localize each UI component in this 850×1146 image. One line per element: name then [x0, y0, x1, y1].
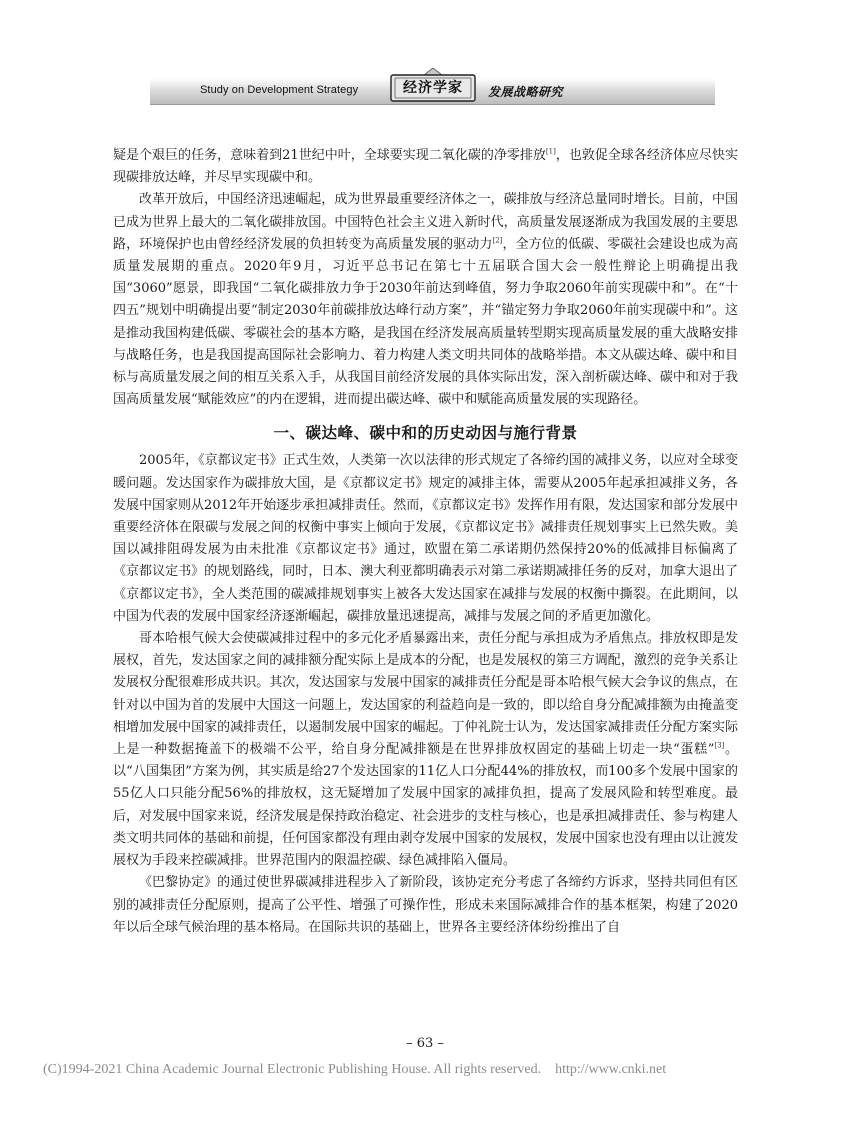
cnki-url: http://www.cnki.net	[555, 1062, 667, 1077]
paragraph: 疑是个艰巨的任务，意味着到21世纪中叶，全球要实现二氧化碳的净零排放[1]，也敦促全球各经济体应尽快实现碳排放达峰，并尽早实现碳中和。	[113, 147, 738, 186]
copyright-text: (C)1994-2021 China Academic Journal Electronic Publishing House. All rights reserved.	[43, 1062, 542, 1077]
citation-ref: [1]	[545, 147, 556, 156]
copyright-footer	[43, 1062, 666, 1078]
paragraph: 哥本哈根气候大会使碳减排过程中的多元化矛盾暴露出来，责任分配与承担成为矛盾焦点。排放权即是发展权，首先，发达国家之间的减排额分配实际上是成本的分配，也是发展权的第三方调配，激烈的竞争关系让发展权分配很难形成共识。其次，发达国家与发展中国家的减排责任分配是哥本哈根气候大会争议的焦点，在针对以中国为首的发展中大国这一问题上，发达国家的利益趋向是一致的，即以给自身分配减排额为由掩盖变相增加发展中国家的减排责任，以遏制发展中国家的崛起。丁仲礼院士认为，发达国家减排责任分配方案实际上是一种数据掩盖下的极端不公平，给自身分配减排额是在世界排放权固定的基础上切走一块“蛋糕”[3]。以“八国集团”方案为例，其实质是给27个发达国家的11亿人口分配44%的排放权，而100多个发展中国家的55亿人口只能分配56%的排放权，这无疑增加了发展中国家的减排负担，提高了发展风险和转型难度。最后，对发展中国家来说，经济发展是保持政治稳定、社会进步的支柱与核心，也是承担减排责任、参与构建人类文明共同体的基础和前提，任何国家都没有理由剥夺发展中国家的发展权，发展中国家也没有理由以让渡发展权为手段来控碳减排。世界范围内的限温控碳、绿色减排陷入僵局。	[113, 631, 738, 869]
paragraph: 改革开放后，中国经济迅速崛起，成为世界最重要经济体之一，碳排放与经济总量同时增长。目前，中国已成为世界上最大的二氧化碳排放国。中国特色社会主义进入新时代，高质量发展逐渐成为我国发展的主要思路，环境保护也由曾经经济发展的负担转变为高质量发展的驱动力[2]，全方位的低碳、零碳社会建设也成为高质量发展期的重点。2020年9月，习近平总书记在第七十五届联合国大会一般性辩论上明确提出我国“3060”愿景，即我国“二氧化碳排放力争于2030年前达到峰值，努力争取2060年前实现碳中和”。在“十四五”规划中明确提出要“制定2030年前碳排放达峰行动方案”，并“锚定努力争取2060年前实现碳中和”。这是推动我国构建低碳、零碳社会的基本方略，是我国在经济发展高质量转型期实现高质量发展的重大战略安排与战略任务，也是我国提高国际社会影响力、着力构建人类文明共同体的战略举措。本文从碳达峰、碳中和目标与高质量发展之间的相互关系入手，从我国目前经济发展的具体实际出发，深入剖析碳达峰、碳中和对于我国高质量发展“赋能效应”的内在逻辑，进而提出碳达峰、碳中和赋能高质量发展的实现路径。	[113, 192, 738, 408]
column-title: 发展战略研究	[488, 85, 564, 99]
citation-ref: [2]	[492, 236, 503, 245]
article-body	[113, 145, 738, 939]
journal-logo-text: 经济学家	[403, 80, 463, 96]
citation-ref: [3]	[714, 741, 725, 750]
paragraph: 《巴黎协定》的通过使世界碳减排进程步入了新阶段，该协定充分考虑了各缔约方诉求，坚持共同但有区别的减排责任分配原则，提高了公平性、增强了可操作性，形成未来国际减排合作的基本框架，构建了2020年以后全球气候治理的基本格局。在国际共识的基础上，世界各主要经济体纷纷推出了自	[113, 875, 738, 935]
paragraph: 2005年，《京都议定书》正式生效，人类第一次以法律的形式规定了各缔约国的减排义务，以应对全球变暖问题。发达国家作为碳排放大国，是《京都议定书》规定的减排主体，需要从2005年起承担减排义务，各发展中国家则从2012年开始逐步承担减排责任。然而，《京都议定书》发挥作用有限，发达国家和部分发展中重要经济体在限碳与发展之间的权衡中事实上倾向于发展，《京都议定书》减排责任规划事实上已然失败。美国以减排阻碍发展为由未批准《京都议定书》通过，欧盟在第二承诺期仍然保持20%的低减排目标偏离了《京都议定书》的规划路线，同时，日本、澳大利亚都明确表示对第二承诺期减排任务的反对，加拿大退出了《京都议定书》，全人类范围的碳减排规划事实上被各大发达国家在减排与发展的权衡中撕裂。在此期间，以中国为代表的发展中国家经济逐渐崛起，碳排放量迅速提高，减排与发展之间的矛盾更加激化。	[113, 453, 738, 624]
journal-english-title: Study on Development Strategy	[200, 84, 359, 96]
running-header	[150, 78, 715, 105]
journal-logo	[390, 68, 476, 102]
section-heading: 一、碳达峰、碳中和的历史动因与施行背景	[273, 424, 578, 443]
page-number: – 63 –	[406, 1036, 444, 1051]
